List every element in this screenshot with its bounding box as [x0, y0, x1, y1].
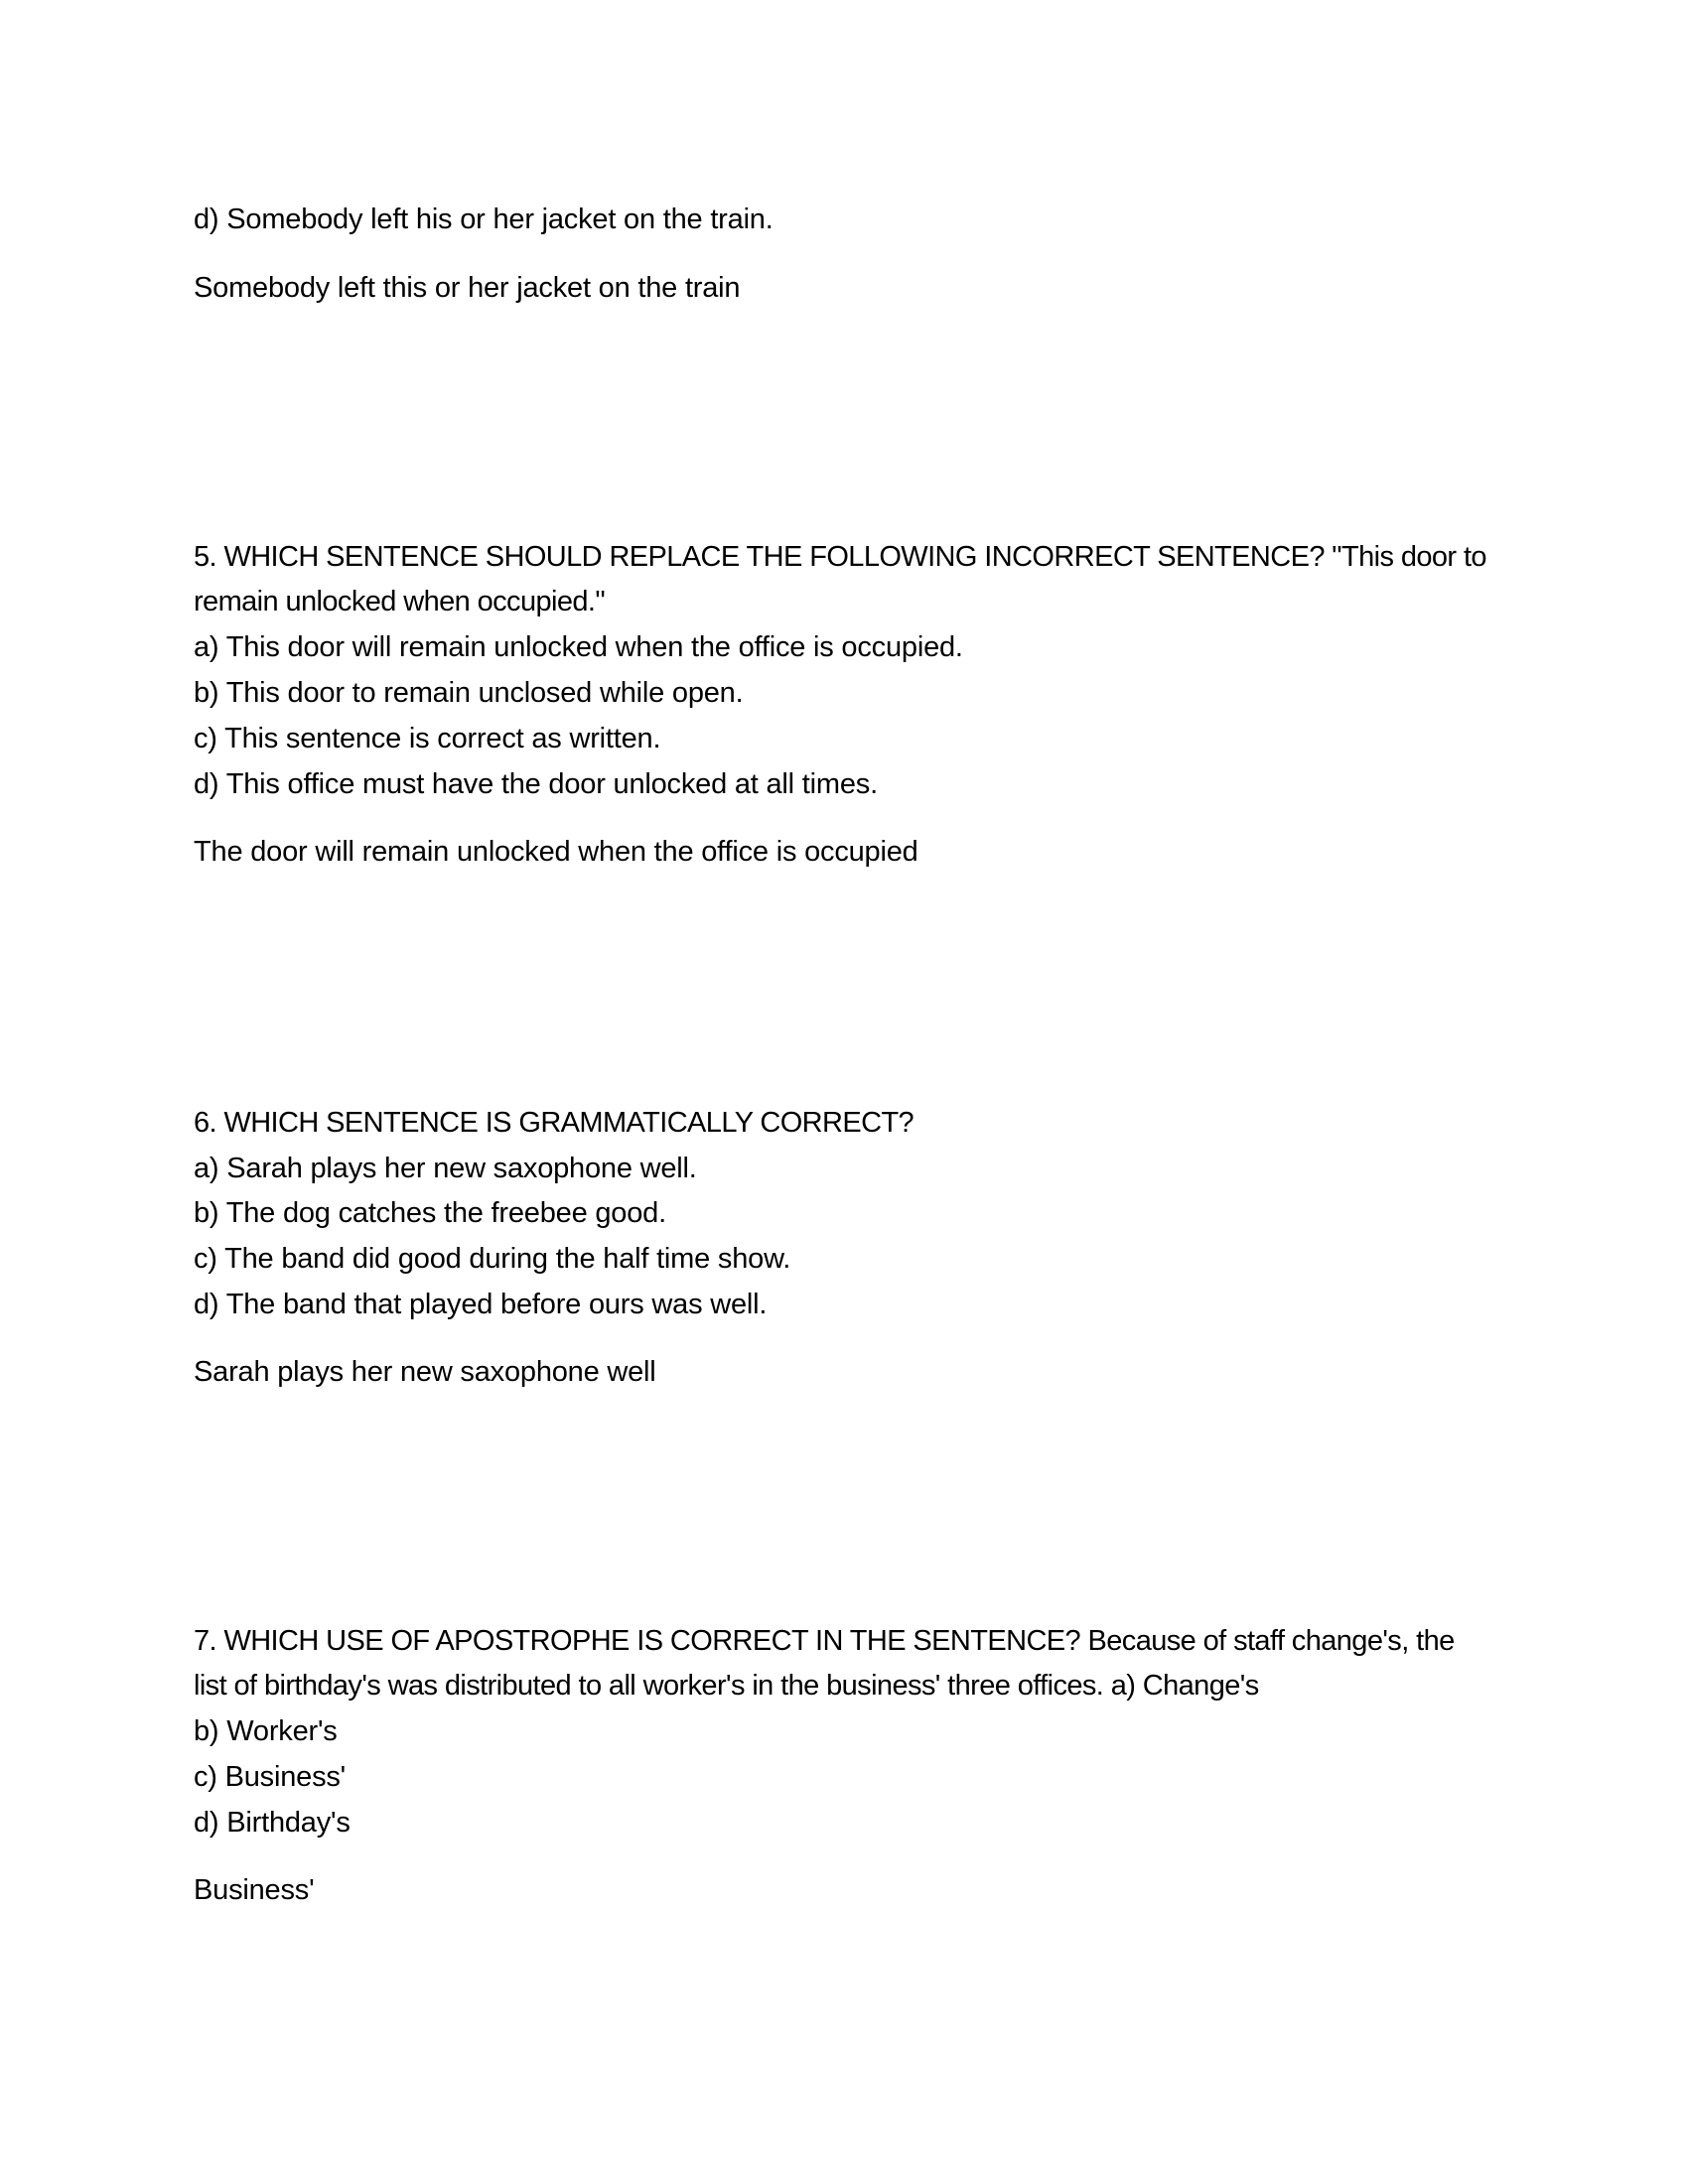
question-5-option-a: a) This door will remain unlocked when the office is occupied.: [194, 631, 963, 663]
question-7-option-c: c) Business': [194, 1761, 347, 1793]
question-5-stem-line-1: 5. WHICH SENTENCE SHOULD REPLACE THE FOLLOWING INCORRECT SENTENCE? "This door to: [194, 541, 1486, 573]
prev-question-option-d: d) Somebody left his or her jacket on the train.: [194, 204, 774, 235]
question-5-option-c: c) This sentence is correct as written.: [194, 723, 661, 754]
question-6-answer: Sarah plays her new saxophone well: [194, 1356, 656, 1388]
question-6-option-b: b) The dog catches the freebee good.: [194, 1197, 666, 1229]
question-6-option-d: d) The band that played before ours was well.: [194, 1289, 768, 1320]
question-6-option-c: c) The band did good during the half time show.: [194, 1243, 791, 1275]
question-5-stem-line-2: remain unlocked when occupied.": [194, 586, 606, 617]
question-7-option-d: d) Birthday's: [194, 1807, 351, 1839]
question-5-option-d: d) This office must have the door unlocked at all times.: [194, 768, 878, 800]
question-7-option-b: b) Worker's: [194, 1715, 338, 1747]
prev-question-answer: Somebody left this or her jacket on the train: [194, 272, 741, 304]
question-6-option-a: a) Sarah plays her new saxophone well.: [194, 1153, 697, 1184]
question-6-stem: 6. WHICH SENTENCE IS GRAMMATICALLY CORRECT?: [194, 1107, 914, 1139]
question-5-option-b: b) This door to remain unclosed while open.: [194, 677, 744, 709]
question-7-stem-line-1: 7. WHICH USE OF APOSTROPHE IS CORRECT IN THE SENTENCE? Because of staff change's, the: [194, 1625, 1455, 1657]
question-7-stem-line-2: list of birthday's was distributed to all worker's in the business' three offices. a) Change's: [194, 1670, 1259, 1702]
question-5-answer: The door will remain unlocked when the office is occupied: [194, 836, 918, 868]
question-7-answer: Business': [194, 1874, 315, 1906]
